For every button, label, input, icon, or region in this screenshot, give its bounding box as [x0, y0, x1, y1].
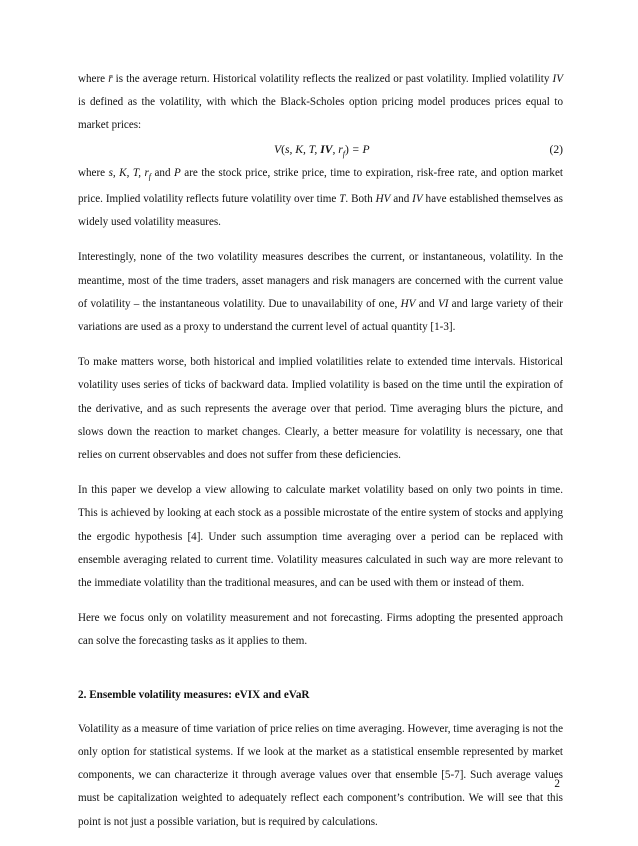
- paragraph-approach: In this paper we develop a view allowing to calculate market volatility based on only two points in time. This is achieved by looking at each stock as a possible microstate of the entire system of stocks and applying the ergodic hypothesis [4]. Under such assumption time averaging over a period can be replaced with ensemble averaging related to current time. Volatility measures calculated in such way are more relevant to the immediate volatility than the traditional measures, and can be used with them or instead of them.: [78, 484, 563, 590]
- text-span: where: [78, 73, 109, 85]
- paragraph-forecasting: Here we focus only on volatility measurement and not forecasting. Firms adopting the presented approach can solve the forecasting tasks as it applies to them.: [78, 612, 563, 648]
- section-heading: 2. Ensemble volatility measures: eVIX and eVaR: [78, 688, 310, 701]
- paragraph-ensemble: Volatility as a measure of time variation of price relies on time averaging. However, time averaging is not the only option for statistical systems. If we look at the market as a statistical ensemble represented by market components, we can characterize it through average values over that ensemble [5-7]. Such average values must be capitalization weighted to adequately reflect each component’s contribution. We will see that this point is not just a possible variation, but is required by calculations.: [78, 722, 563, 828]
- paragraph-variables: where s, K, T, $r_f$ and P are the stock price, strike price, time to expiration, risk-free rate, and option market price. Implied volatility reflects future volatility over time T. Both HV and IV have established themselves as widely used volatility measures.: [78, 166, 563, 229]
- paragraph-time-intervals: To make matters worse, both historical and implied volatilities relate to extended time intervals. Historical volatility uses series of ticks of backward data. Implied volatility is based on the time until the expiration of the derivative, and as such represents the average over that period. Time averaging blurs the picture, and slows down the reaction to market changes. Clearly, a better measure for volatility is necessary, one that relies on current observables and does not suffer from these deficiencies.: [78, 356, 563, 462]
- equation-body: V(s, K, T, IV, $r_f) = P$: [274, 142, 370, 158]
- text-span: is the average return. Historical volatility reflects the realized or past volatility. Implied volatility: [112, 73, 553, 85]
- page-body: [78, 68, 563, 846]
- equation-number: (2): [549, 142, 563, 156]
- math-iv: IV: [552, 73, 564, 85]
- math-rbar: r̄: [108, 73, 113, 85]
- text-span: is defined as the volatility, with which the Black-Scholes option pricing model produces prices equal to market prices:: [78, 96, 563, 132]
- equation-2: [78, 138, 563, 162]
- paragraph-intro: [78, 68, 563, 138]
- paragraph-instantaneous: Interestingly, none of the two volatility measures describes the current, or instantaneous, volatility. In the meantime, most of the time traders, asset managers and risk managers are concerned with the current value of volatility – the instantaneous volatility. Due to unavailability of one, HV and VI and large variety of their variations are used as a proxy to understand the current level of actual quantity [1-3].: [78, 251, 563, 334]
- page-number: 2: [554, 778, 560, 790]
